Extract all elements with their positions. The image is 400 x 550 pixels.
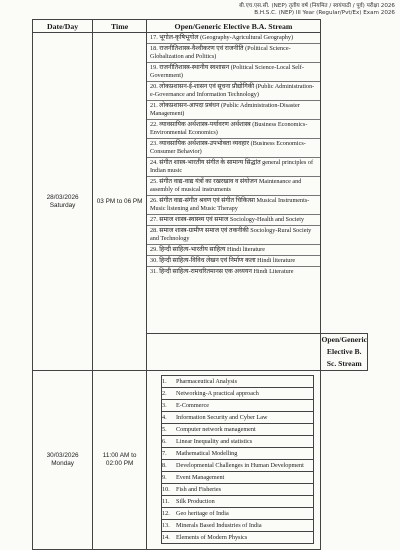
bsc-subject-item <box>162 460 314 472</box>
ba-subject-item: 23. व्यावसायिक अर्थशास्त्र-उपभोक्ता व्यवहार (Business Economics-Consumer Behavior) <box>147 139 320 158</box>
bsc-subject-number: 5. <box>162 424 177 436</box>
bsc-subject-title: E-Commerce <box>176 400 313 412</box>
bsc-date: 30/03/2026 <box>46 452 79 459</box>
bsc-subject-title: Computer network management <box>176 424 313 436</box>
bsc-subject-item <box>162 484 314 496</box>
bsc-subject-item <box>162 532 314 544</box>
bsc-date-cell <box>33 371 93 550</box>
header-row <box>33 20 368 33</box>
bsc-subject-number: 14. <box>162 532 177 544</box>
ba-subject-item: 21. लोकप्रशासन-आपदा प्रबंधन (Public Administration-Disaster Management) <box>147 101 320 120</box>
ba-subject-item: 17. भूगोल-कृषिभूगोल (Geography-Agricultural Geography) <box>147 33 320 44</box>
ba-stream-header: Open/Generic Elective B.A. Stream <box>147 20 321 33</box>
bsc-subject-number: 4. <box>162 412 177 424</box>
ba-subject-item: 28. समाज शास्त्र-ग्रामीण समाज एवं तकनीकी Sociology-Rural Society and Technology <box>147 226 320 245</box>
bsc-subject-number: 6. <box>162 436 177 448</box>
bsc-subject-title: Fish and Fisheries <box>176 484 313 496</box>
bsc-subject-item <box>162 412 314 424</box>
ba-subject-item: 24. संगीत शास्त्र-भारतीय संगीत के सामान्य सिद्धांत general principles of Indian music <box>147 158 320 177</box>
ba-day: Saturday <box>49 201 76 209</box>
bsc-time-start: 11:00 AM to <box>102 452 137 459</box>
bsc-subject-number: 13. <box>162 520 177 532</box>
bsc-subject-table <box>161 375 314 544</box>
bsc-subject-title: Information Security and Cyber Law <box>176 412 313 424</box>
bsc-subject-number: 2. <box>162 388 177 400</box>
ba-subject-item: 31. हिन्दी साहित्य-रामचरितमानस एक अध्ययन Hindi Literature <box>150 268 294 275</box>
bsc-subject-number: 11. <box>162 496 177 508</box>
ba-date-cell <box>33 33 93 371</box>
exam-header <box>140 3 395 17</box>
bsc-subject-number: 9. <box>162 472 177 484</box>
time-header: Time <box>93 20 147 33</box>
bsc-day: Monday <box>51 460 74 467</box>
ba-subject-item: 27. समाज शास्त्र-स्वास्थ्य एवं समाज Sociology-Health and Society <box>147 215 320 226</box>
bsc-subject-item <box>162 508 314 520</box>
bsc-subject-title: Networking-A practical approach <box>176 388 313 400</box>
bsc-subject-title: Mathematical Modelling <box>176 448 313 460</box>
date-day-header: Date/Day <box>33 20 93 33</box>
bsc-subject-title: Silk Production <box>176 496 313 508</box>
ba-subject-item: 19. राजनीतिशास्त्र-स्थानीय स्वशासन (Political Science-Local Self-Government) <box>147 63 320 82</box>
bsc-subject-title: Geo heritage of India <box>176 508 313 520</box>
bsc-row <box>33 371 368 550</box>
bsc-subject-number: 8. <box>162 460 177 472</box>
bsc-subject-item <box>162 496 314 508</box>
ba-date: 28/03/2026 <box>46 193 79 201</box>
bsc-subject-item <box>162 424 314 436</box>
bsc-subject-title: Pharmaceutical Analysis <box>176 376 313 388</box>
bsc-subject-number: 10. <box>162 484 177 496</box>
bsc-subject-number: 1. <box>162 376 177 388</box>
bsc-subject-item <box>162 376 314 388</box>
ba-subject-item: 25. संगीत वाद्य-वाद्य यंत्रों का रखरखाव व संयोजन Maintenance and assembly of musical instruments <box>147 177 320 196</box>
bsc-subject-title: Event Management <box>176 472 313 484</box>
schedule-table <box>32 19 368 550</box>
bsc-subject-item <box>162 448 314 460</box>
bsc-subject-item <box>162 436 314 448</box>
ba-time-cell: 03 PM to 06 PM <box>93 33 147 371</box>
bsc-subject-number: 3. <box>162 400 177 412</box>
ba-subject-item: 30. हिन्दी साहित्य-विविध लेखन एवं निर्माण कला Hindi literature <box>147 256 320 267</box>
bsc-stream-header: Open/Generic Elective B. Sc. Stream <box>321 334 368 371</box>
bsc-subject-title: Minerals Based Industries of India <box>176 520 313 532</box>
bsc-subject-title: Elements of Modern Physics <box>176 532 313 544</box>
ba-subject-item: 26. संगीत वाद्य-संगीत श्रवण एवं संगीत चिकित्सा Musical Instruments-Music listening and Music Therapy <box>147 196 320 215</box>
bsc-time-end: 02:00 PM <box>105 460 134 467</box>
bsc-subject-title: Developmental Challenges in Human Development <box>176 460 313 472</box>
bsc-subject-item <box>162 520 314 532</box>
exam-header-hindi: बी.एच.एस.सी. (NEP) तृतीय वर्ष (नियमित / स्वयंपाठी / पूर्व) परीक्षा 2026 <box>239 3 395 9</box>
bsc-subject-number: 12. <box>162 508 177 520</box>
bsc-subject-item <box>162 472 314 484</box>
ba-subject-item: 20. लोकप्रशासन-ई-शासन एवं सूचना प्रौद्योगिकी (Public Administration-e-Governance and Information Technology) <box>147 82 320 101</box>
ba-subject-list <box>147 33 321 334</box>
bsc-subject-item <box>162 388 314 400</box>
bsc-subject-list <box>147 371 321 550</box>
bsc-subject-number: 7. <box>162 448 177 460</box>
ba-subject-item: 29. हिन्दी साहित्य-भारतीय साहित्य Hindi literature <box>147 245 320 256</box>
ba-row <box>33 33 368 334</box>
bsc-time-cell <box>93 371 147 550</box>
exam-header-english: B.H.S.C. (NEP) III Year (Regular/Pvt/Ex) Exam 2026 <box>254 10 395 16</box>
ba-subject-item: 18. राजनीतिशास्त्र-वैश्वीकरण एवं राजनीति (Political Science-Globalization and Politics) <box>147 44 320 63</box>
bsc-subject-item <box>162 400 314 412</box>
bsc-subject-title: Linear Inequality and statistics <box>176 436 313 448</box>
ba-subject-item: 22. व्यावसायिक अर्थशास्त्र-पर्यावरण अर्थशास्त्र (Business Economics-Environmental Economics) <box>147 120 320 139</box>
